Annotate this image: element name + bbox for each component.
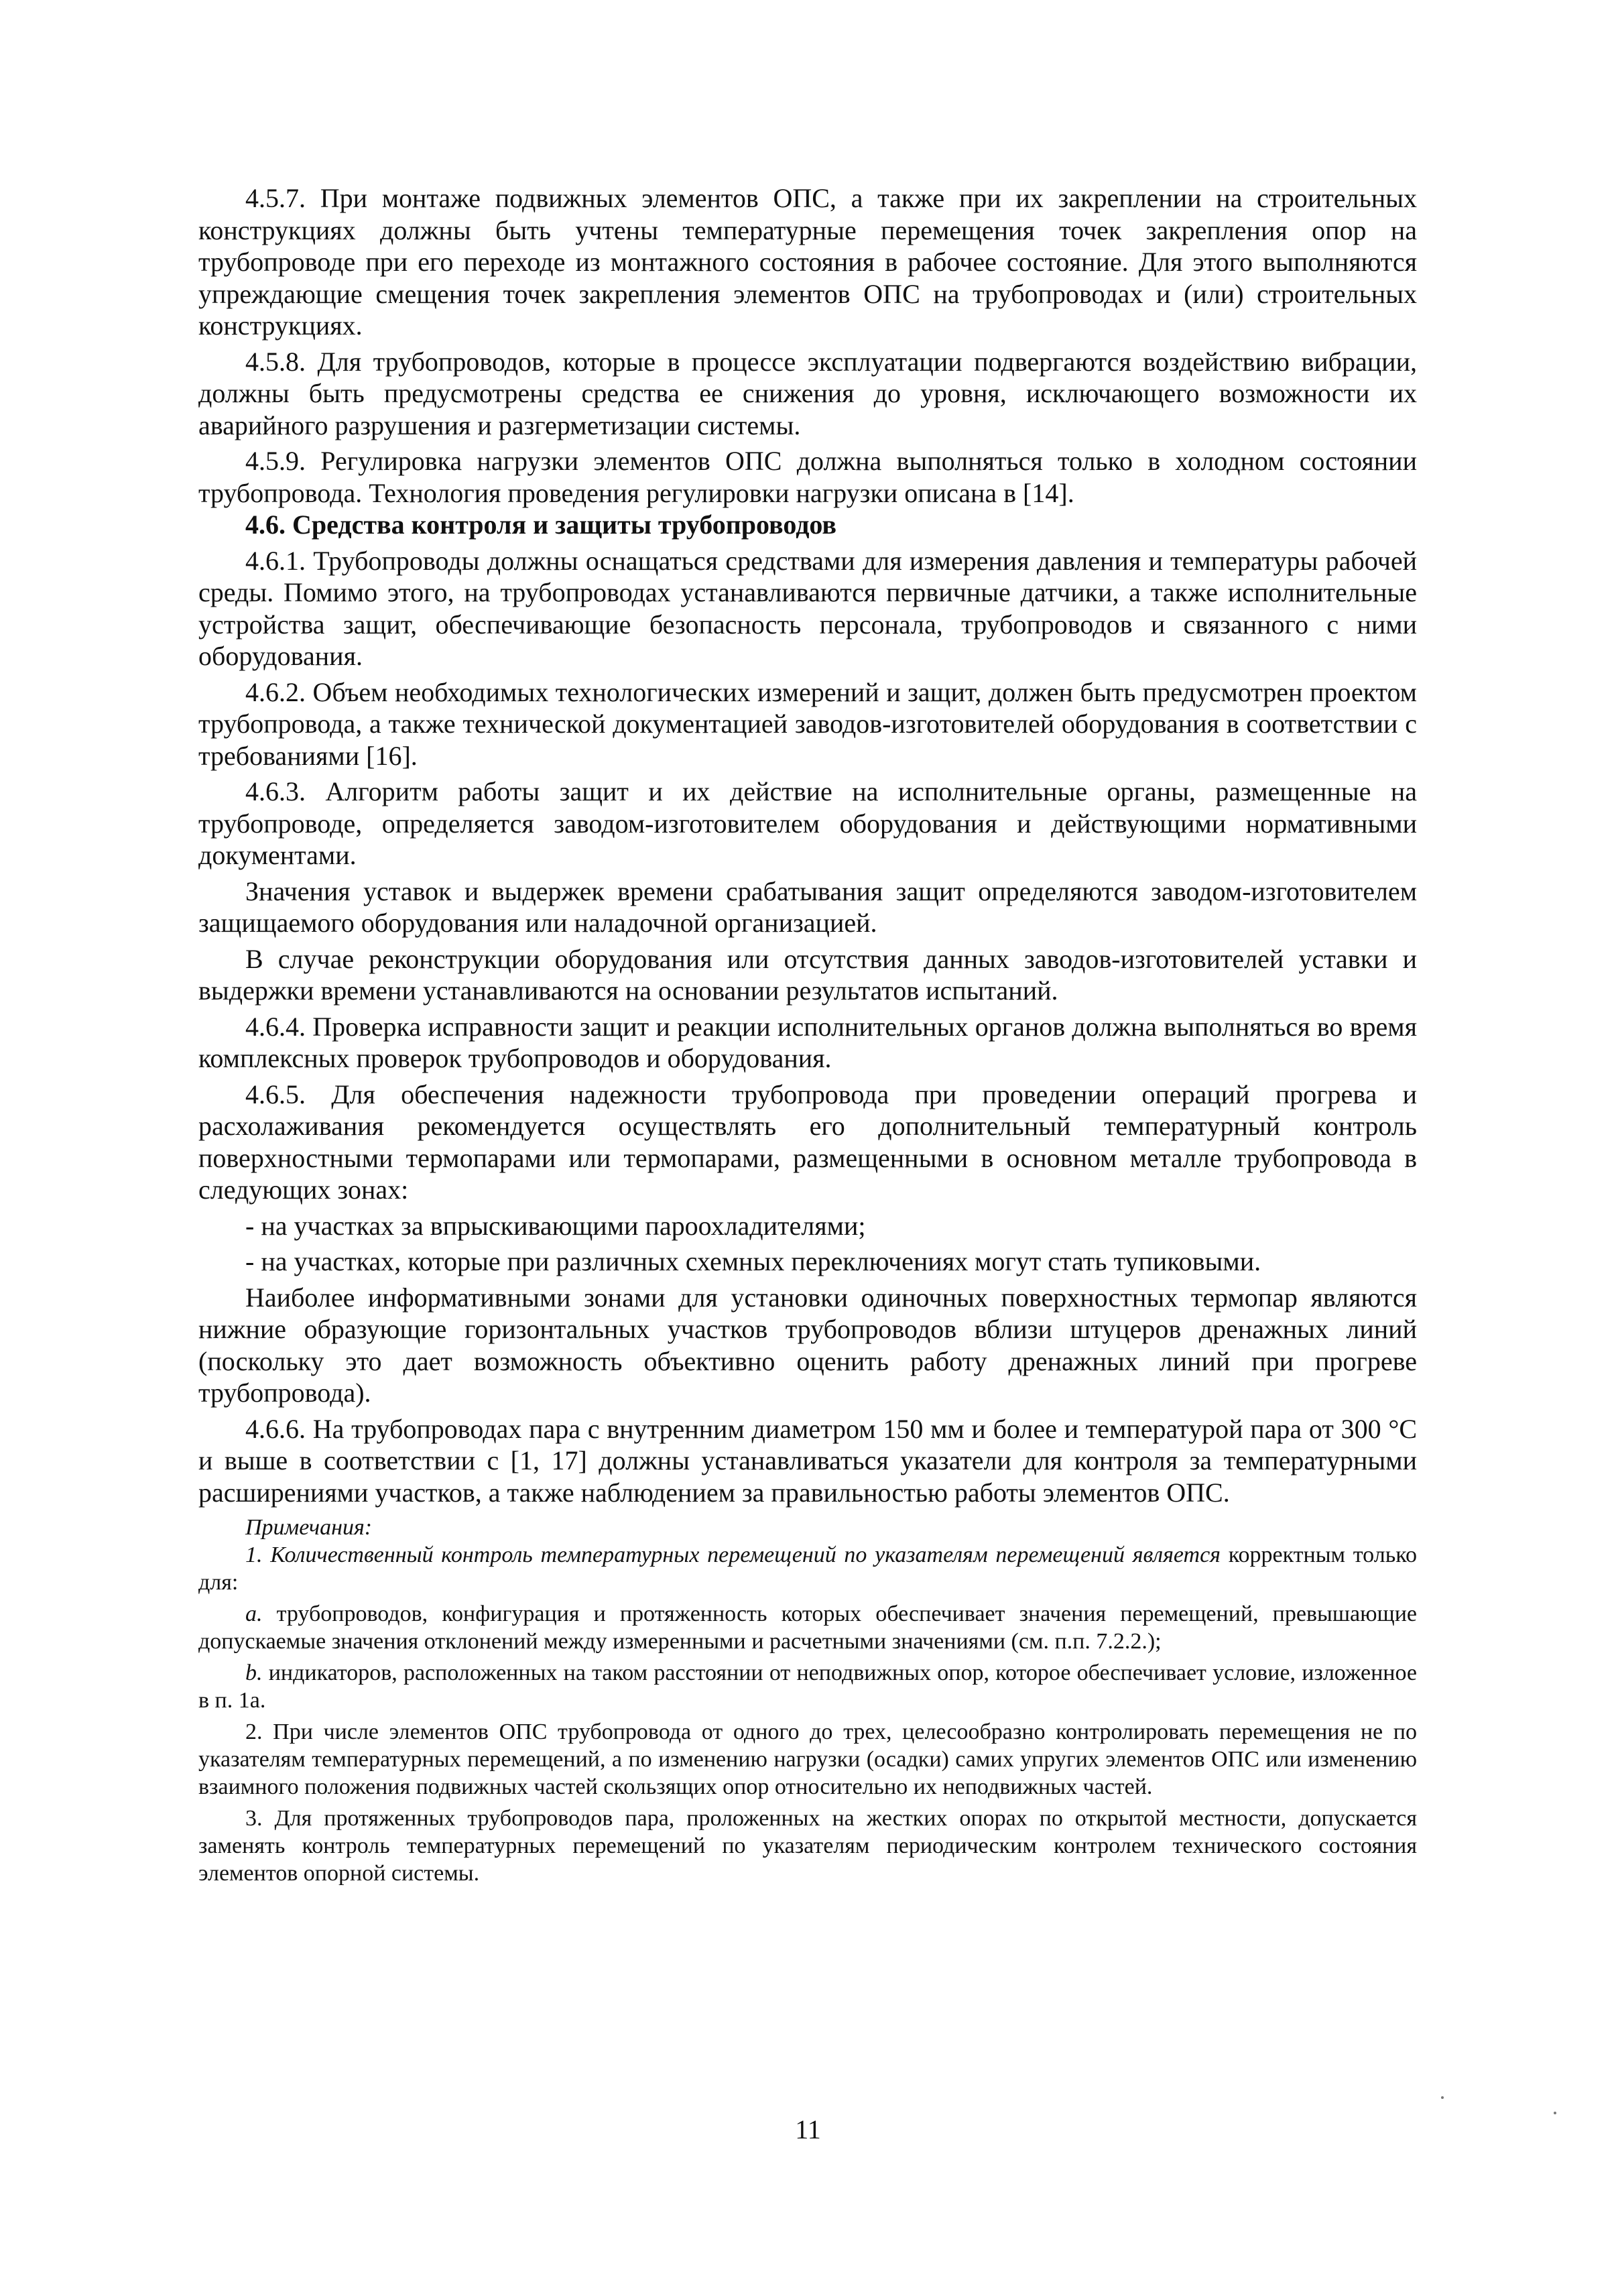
- list-item-attemperators: - на участках за впрыскивающими пароохладителями;: [245, 1210, 866, 1241]
- note-1-lead: 1. Количественный контроль температурных перемещений по указателям перемещений является: [245, 1543, 1221, 1567]
- note-1b: [198, 1659, 1417, 1714]
- clause-4-6-1: 4.6.1. Трубопроводы должны оснащаться средствами для измерения давления и температуры рабочей среды. Помимо этого, на трубопроводах устанавливаются первичные датчики, а также исполнительные устройства защит, обеспечивающие безопасность персонала, трубопроводов и связанного с ними оборудования.: [198, 545, 1417, 671]
- paragraph-settings-values: Значения уставок и выдержек времени срабатывания защит определяются заводом-изготовителем защищаемого оборудования или наладочной организацией.: [198, 875, 1417, 938]
- paragraph-informative-zones: Наиболее информативными зонами для установки одиночных поверхностных термопар являются нижние образующие горизонтальных участков трубопроводов вблизи штуцеров дренажных линий (поскольку это дает возможность объективно оценить работу дренажных линий при прогреве трубопровода).: [198, 1282, 1417, 1408]
- section-heading-4-6: 4.6. Средства контроля и защиты трубопроводов: [245, 509, 837, 540]
- note-1a-text: трубопроводов, конфигурация и протяженность которых обеспечивает значения перемещений, превышающие допускаемые значения отклонений между измеренными и расчетными значениями (см. п.п. 7.2.2.);: [198, 1602, 1417, 1654]
- main-text: [198, 182, 1417, 1508]
- clause-4-5-9: 4.5.9. Регулировка нагрузки элементов ОПС должна выполняться только в холодном состоянии трубопровода. Технология проведения регулировки нагрузки описана в [14].: [198, 446, 1417, 508]
- clause-4-6-2: 4.6.2. Объем необходимых технологических измерений и защит, должен быть предусмотрен проектом трубопровода, а также технической документацией заводов-изготовителей оборудования в соответствии с требованиями [16].: [198, 676, 1417, 771]
- list-item-dead-end-sections: - на участках, которые при различных схемных переключениях могут стать тупиковыми.: [245, 1246, 1261, 1276]
- note-1-rest: корректным только для:: [198, 1543, 1417, 1595]
- paragraph-reconstruction: В случае реконструкции оборудования или отсутствия данных заводов-изготовителей уставки и выдержки времени устанавливаются на основании результатов испытаний.: [198, 943, 1417, 1006]
- page-number: 11: [795, 2114, 821, 2144]
- note-1a: [198, 1600, 1417, 1655]
- notes-block: [198, 1514, 1417, 1887]
- note-2: 2. При числе элементов ОПС трубопровода от одного до трех, целесообразно контролировать перемещения не по указателям температурных перемещений, а по изменению нагрузки (осадки) самих упругих элементов ОПС или изменению взаимного положения подвижных частей скользящих опор относительно их неподвижных частей.: [198, 1719, 1417, 1799]
- note-1: [198, 1541, 1417, 1596]
- note-1b-marker: b.: [245, 1660, 263, 1685]
- notes-title: Примечания:: [245, 1515, 373, 1540]
- clause-4-5-7: 4.5.7. При монтаже подвижных элементов ОПС, а также при их закреплении на строительных конструкциях должны быть учтены температурные перемещения точек закрепления опор на трубопроводе при его переходе из монтажного состояния в рабочее состояние. Для этого выполняются упреждающие смещения точек закрепления элементов ОПС на трубопроводах и (или) строительных конструкциях.: [198, 183, 1417, 341]
- clause-4-6-5: 4.6.5. Для обеспечения надежности трубопровода при проведении операций прогрева и расхолаживания рекомендуется осуществлять его дополнительный температурный контроль поверхностными термопарами или термопарами, размещенными в основном металле трубопровода в следующих зонах:: [198, 1079, 1417, 1205]
- note-1a-marker: a.: [245, 1602, 263, 1626]
- clause-4-6-4: 4.6.4. Проверка исправности защит и реакции исполнительных органов должна выполняться во время комплексных проверок трубопроводов и оборудования.: [198, 1011, 1417, 1073]
- clause-4-6-6: 4.6.6. На трубопроводах пара с внутренним диаметром 150 мм и более и температурой пара от 300 °С и выше в соответствии с [1, 17] должны устанавливаться указатели для контроля за температурными расширениями участков, а также наблюдением за правильностью работы элементов ОПС.: [198, 1413, 1417, 1508]
- scan-speck: [1554, 2112, 1556, 2114]
- scan-speck: [1441, 2096, 1444, 2099]
- note-1b-text: индикаторов, расположенных на таком расстоянии от неподвижных опор, которое обеспечивает условие, изложенное в п. 1а.: [198, 1660, 1417, 1713]
- note-3: 3. Для протяженных трубопроводов пара, проложенных на жестких опорах по открытой местности, допускается заменять контроль температурных перемещений по указателям периодическим контролем технического состояния элементов опорной системы.: [198, 1806, 1417, 1886]
- clause-4-6-3: 4.6.3. Алгоритм работы защит и их действие на исполнительные органы, размещенные на трубопроводе, определяется заводом-изготовителем оборудования и действующими нормативными документами.: [198, 776, 1417, 870]
- clause-4-5-8: 4.5.8. Для трубопроводов, которые в процессе эксплуатации подвергаются воздействию вибрации, должны быть предусмотрены средства ее снижения до уровня, исключающего возможности их аварийного разрушения и разгерметизации системы.: [198, 346, 1417, 440]
